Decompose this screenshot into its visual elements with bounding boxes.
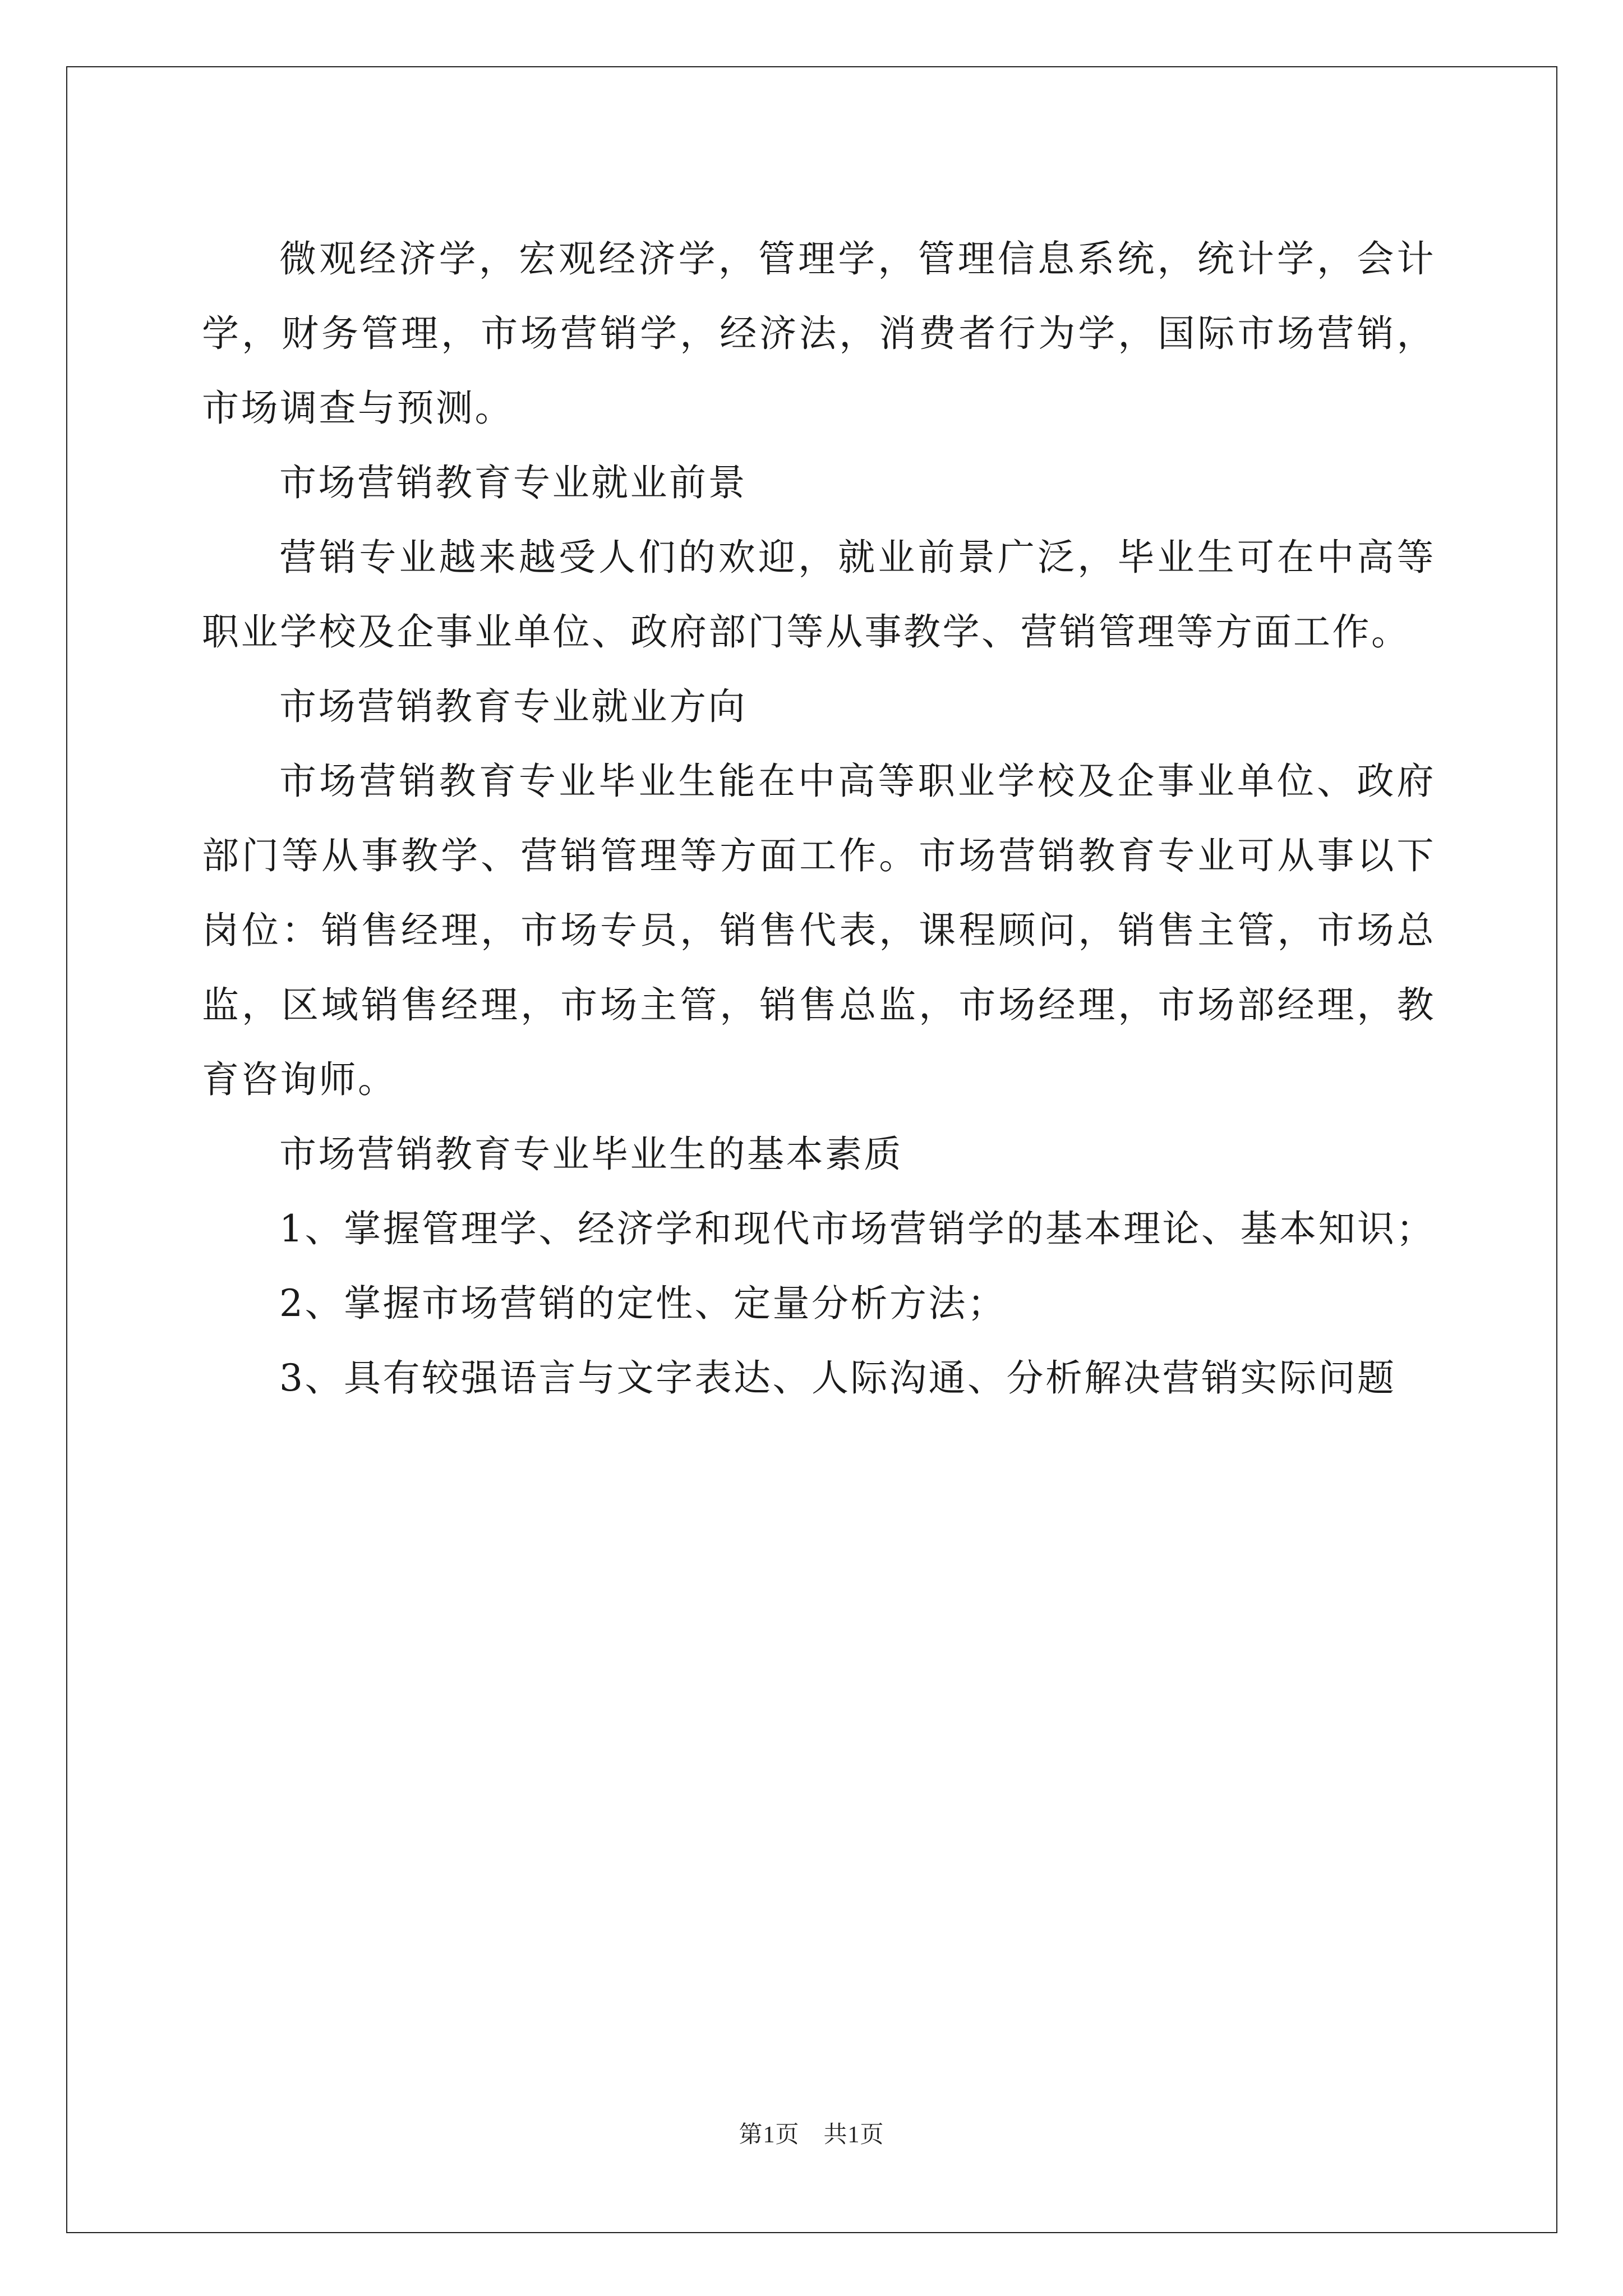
heading-employment-prospects: 市场营销教育专业就业前景 — [279, 461, 747, 504]
list-item-quality-2: 2、掌握市场营销的定性、定量分析方法； — [279, 1282, 1007, 1325]
paragraph-employment-direction: 市场营销教育专业毕业生能在中高等职业学校及企事业单位、政府部门等从事教学、营销管理等方面工作。市场营销教育专业可从事以下岗位：销售经理，市场专员，销售代表，课程顾问，销售主管，市场总监，区域销售经理，市场主管，销售总监，市场经理，市场部经理，教育咨询师。 — [202, 760, 1436, 1101]
paragraph-employment-prospects: 营销专业越来越受人们的欢迎，就业前景广泛，毕业生可在中高等职业学校及企事业单位、政府部门等从事教学、营销管理等方面工作。 — [202, 536, 1436, 654]
paragraph-course-list: 微观经济学，宏观经济学，管理学，管理信息系统，统计学，会计学，财务管理，市场营销学，经济法，消费者行为学，国际市场营销，市场调查与预测。 — [202, 237, 1436, 430]
page-number-footer: 第1页 共1页 — [739, 2122, 884, 2148]
list-item-quality-1: 1、掌握管理学、经济学和现代市场营销学的基本理论、基本知识； — [279, 1207, 1435, 1250]
list-item-quality-3: 3、具有较强语言与文字表达、人际沟通、分析解决营销实际问题 — [279, 1356, 1396, 1400]
document-body — [202, 222, 1436, 1415]
heading-employment-direction: 市场营销教育专业就业方向 — [279, 685, 747, 728]
heading-basic-qualities: 市场营销教育专业毕业生的基本素质 — [279, 1133, 903, 1176]
